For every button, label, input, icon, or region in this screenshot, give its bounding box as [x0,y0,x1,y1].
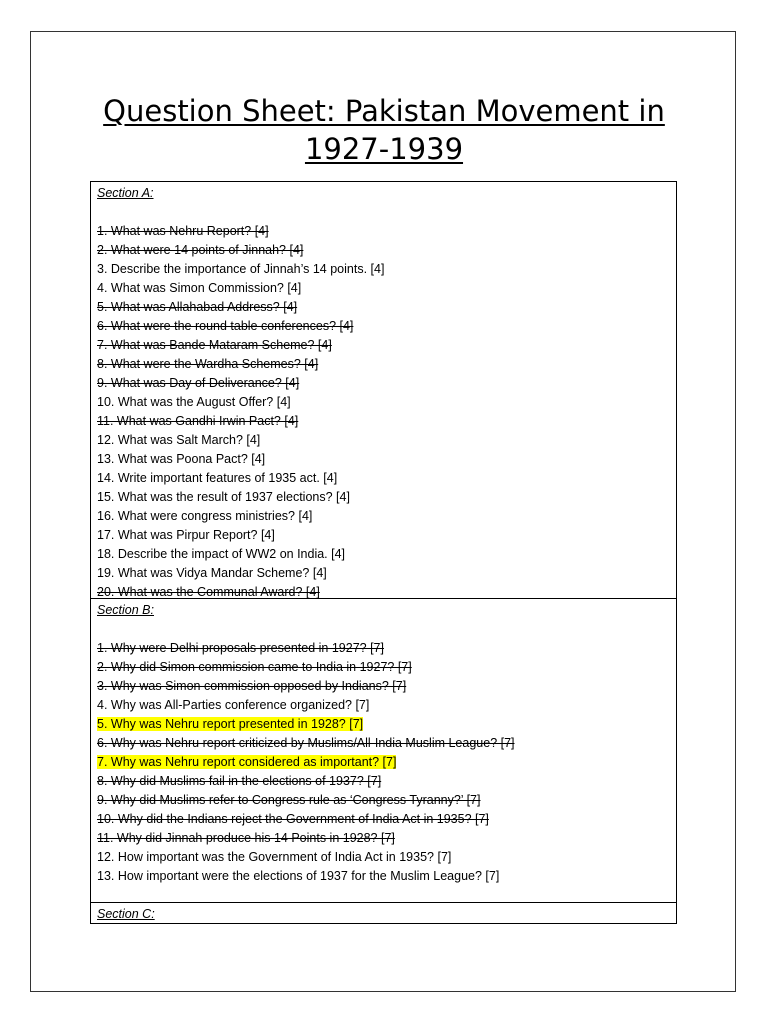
question-item [97,298,670,317]
question-text: 6. Why was Nehru report criticized by Muslims/All-India Muslim League? [7] [97,736,515,750]
question-item [97,336,670,355]
question-text: 18. Describe the impact of WW2 on India. [4] [97,547,346,561]
question-item [97,469,670,488]
question-text: 13. How important were the elections of 1937 for the Muslim League? [7] [97,869,500,883]
question-item [97,507,670,526]
question-text: 5. What was Allahabad Address? [4] [97,300,298,314]
question-text: 9. What was Day of Deliverance? [4] [97,376,300,390]
question-table [90,181,677,924]
question-item [97,658,670,677]
question-text: 15. What was the result of 1937 elections? [4] [97,490,350,504]
question-text: 3. Describe the importance of Jinnah’s 14 points. [4] [97,262,385,276]
question-text: 1. Why were Delhi proposals presented in 1927? [7] [97,641,384,655]
question-text: 2. Why did Simon commission came to India in 1927? [7] [97,660,412,674]
question-item [97,810,670,829]
question-item [97,791,670,810]
question-text: 11. What was Gandhi Irwin Pact? [4] [97,414,299,428]
section-b-question-list [97,639,670,886]
section-b-heading: Section B: [97,603,154,617]
section-c [91,903,676,923]
question-item [97,753,670,772]
question-item [97,734,670,753]
question-item [97,677,670,696]
question-text: 11. Why did Jinnah produce his 14 Points in 1928? [7] [97,831,395,845]
section-c-heading: Section C: [97,907,155,921]
title-line-2: 1927-1939 [304,132,464,166]
question-text: 12. How important was the Government of India Act in 1935? [7] [97,850,452,864]
question-text: 19. What was Vidya Mandar Scheme? [4] [97,566,327,580]
question-item [97,488,670,507]
question-item [97,564,670,583]
question-text: 5. Why was Nehru report presented in 1928? [7] [97,717,364,731]
question-text: 7. What was Bande Mataram Scheme? [4] [97,338,332,352]
question-item [97,374,670,393]
section-a-heading: Section A: [97,186,154,200]
question-text: 12. What was Salt March? [4] [97,433,261,447]
question-item [97,412,670,431]
question-text: 4. What was Simon Commission? [4] [97,281,302,295]
question-item [97,545,670,564]
question-text: 7. Why was Nehru report considered as important? [7] [97,755,397,769]
question-text: 14. Write important features of 1935 act. [4] [97,471,338,485]
question-item [97,715,670,734]
question-item [97,260,670,279]
question-text: 9. Why did Muslims refer to Congress rule as ‘Congress Tyranny?’ [7] [97,793,481,807]
question-text: 8. Why did Muslims fail in the elections of 1937? [7] [97,774,382,788]
question-item [97,393,670,412]
question-item [97,867,670,886]
question-item [97,450,670,469]
question-item [97,829,670,848]
question-text: 8. What were the Wardha Schemes? [4] [97,357,319,371]
question-text: 6. What were the round table conferences? [4] [97,319,354,333]
section-b [91,599,676,903]
question-item [97,279,670,298]
question-item [97,431,670,450]
question-text: 4. Why was All-Parties conference organized? [7] [97,698,370,712]
question-item [97,772,670,791]
question-item [97,848,670,867]
question-text: 16. What were congress ministries? [4] [97,509,313,523]
question-text: 17. What was Pirpur Report? [4] [97,528,275,542]
question-text: 10. What was the August Offer? [4] [97,395,291,409]
question-item [97,696,670,715]
question-item [97,639,670,658]
question-text: 10. Why did the Indians reject the Government of India Act in 1935? [7] [97,812,489,826]
title-line-1: Question Sheet: Pakistan Movement in [103,94,665,128]
question-item [97,526,670,545]
section-a-question-list [97,222,670,602]
section-a [91,182,676,599]
question-text: 1. What was Nehru Report? [4] [97,224,269,238]
question-text: 13. What was Poona Pact? [4] [97,452,266,466]
question-item [97,355,670,374]
question-text: 20. What was the Communal Award? [4] [97,585,320,599]
question-text: 2. What were 14 points of Jinnah? [4] [97,243,304,257]
question-item [97,222,670,241]
page-title [0,92,768,168]
question-item [97,241,670,260]
question-item [97,317,670,336]
question-text: 3. Why was Simon commission opposed by Indians? [7] [97,679,407,693]
